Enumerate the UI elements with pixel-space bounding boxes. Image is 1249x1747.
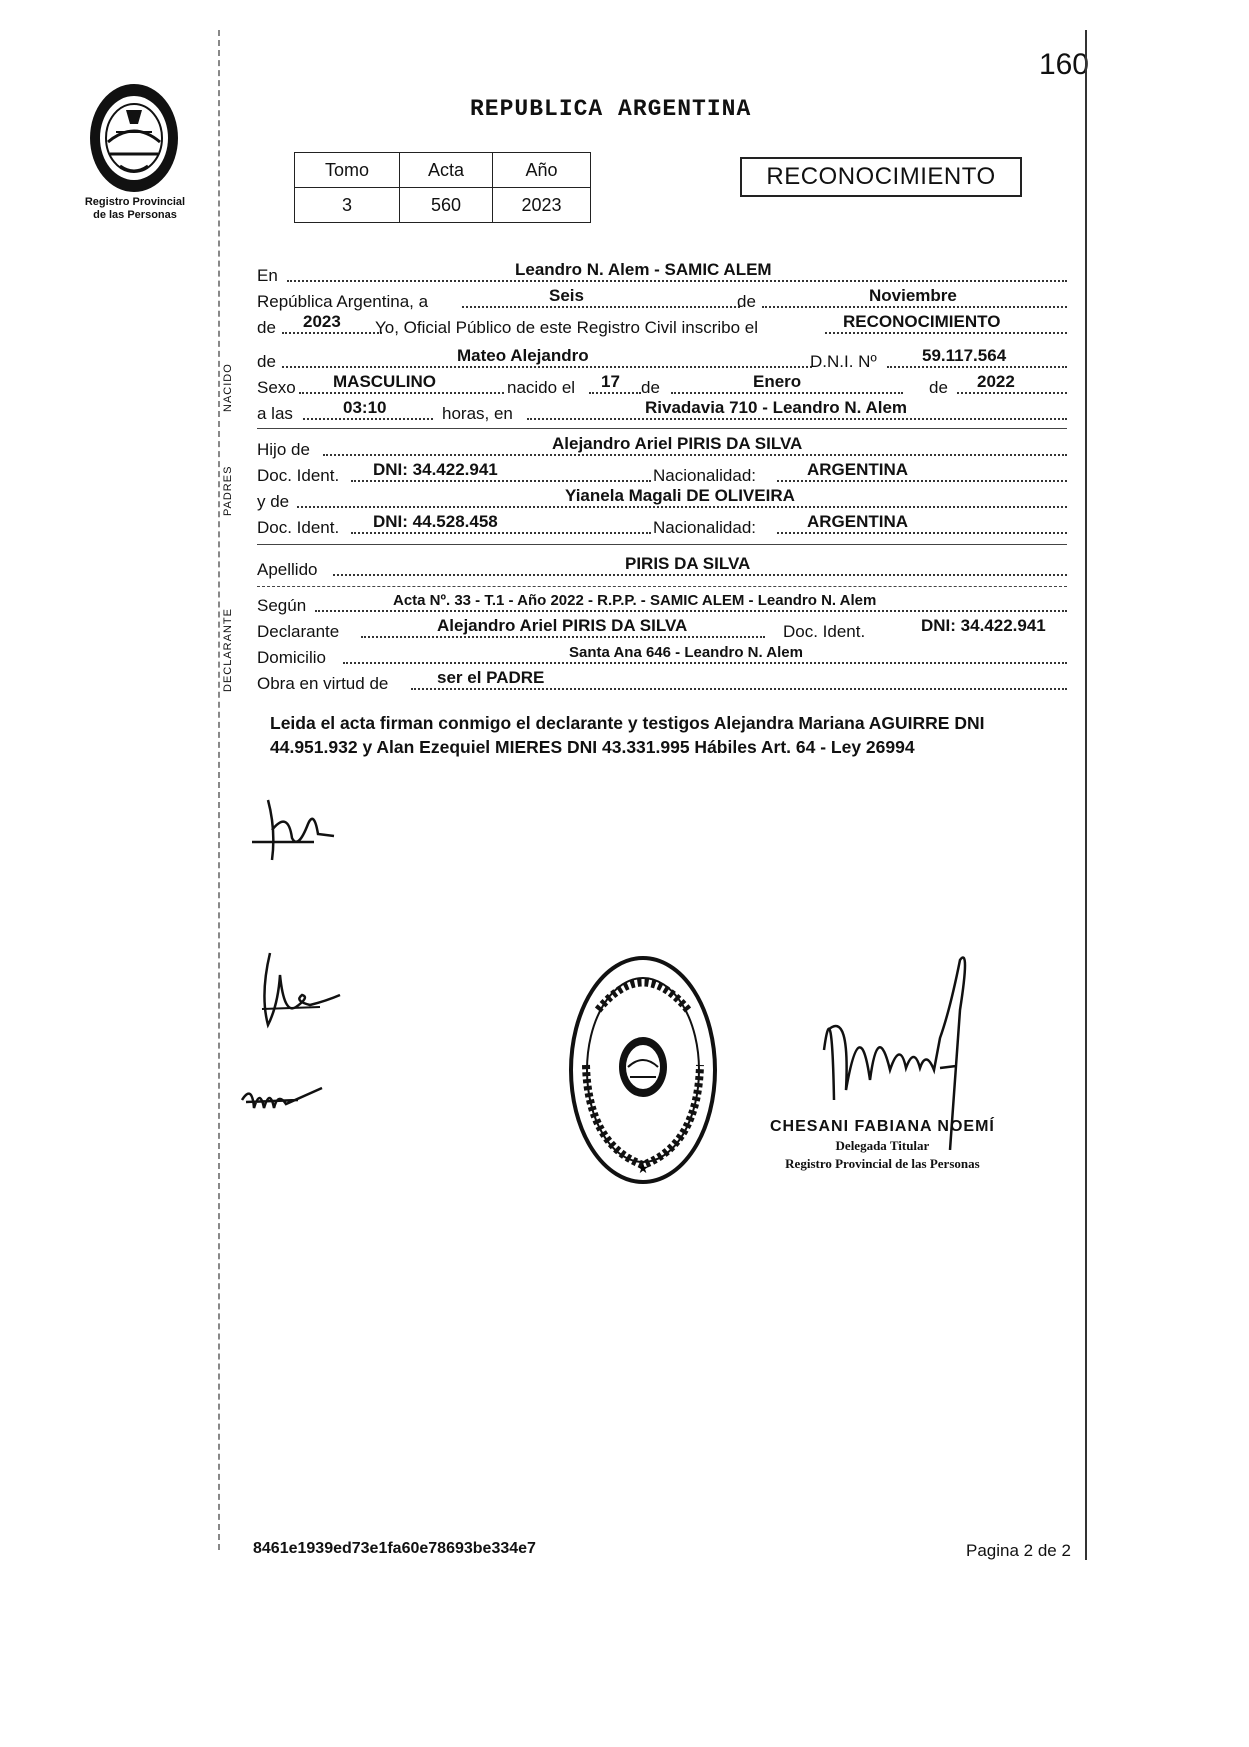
dotted-line [299,392,504,394]
label-doc-ident: Doc. Ident. [257,466,340,485]
page-number: 160 [1038,48,1089,81]
dotted-line [957,392,1067,394]
row-apellido [257,556,1067,582]
logo-caption-line-1: Registro Provincial [84,196,186,208]
document-hash: 8461e1939ed73e1fa60e78693be334e7 [253,1540,536,1557]
dotted-line [333,574,1067,576]
value-anio: 2023 [493,188,591,223]
value-apellido: PIRIS DA SILVA [625,554,751,573]
label-doc-ident-2: Doc. Ident. [257,518,340,537]
registry-header-row [295,153,591,188]
value-declarante-doc: DNI: 34.422.941 [921,616,1046,635]
dotted-line [777,480,1067,482]
dotted-line [887,366,1067,368]
value-domicilio: Santa Ana 646 - Leandro N. Alem [569,644,803,661]
dotted-line [777,532,1067,534]
svg-text:★: ★ [636,1161,650,1177]
signer-organization: Registro Provincial de las Personas [785,1156,980,1171]
value-obra: ser el PADRE [437,668,545,687]
signature-declarante [248,790,338,870]
dotted-line [315,610,1067,612]
header-tomo: Tomo [295,153,400,188]
logo-caption-line-2: de las Personas [93,209,177,221]
value-location: Leandro N. Alem - SAMIC ALEM [515,260,772,279]
left-margin-line [218,30,220,1550]
label-de-birth: de [641,378,660,397]
value-name: Mateo Alejandro [457,346,589,365]
label-oficial: Yo, Oficial Público de este Registro Civil inscribo el [375,318,758,337]
signer-role: Delegada Titular [835,1138,930,1153]
value-tomo: 3 [295,188,400,223]
row-date [257,288,1067,314]
value-place: Rivadavia 710 - Leandro N. Alem [645,398,908,417]
side-label-declarante: DECLARANTE [222,608,234,692]
act-type-box: RECONOCIMIENTO [740,157,1022,197]
value-mother: Yianela Magali DE OLIVEIRA [565,486,795,505]
label-hijo: Hijo de [257,440,310,459]
label-apellido: Apellido [257,560,318,579]
dotted-line [762,306,1067,308]
value-day: Seis [549,286,584,305]
row-domicilio [257,644,1067,670]
row-father [257,436,1067,462]
country-title: REPUBLICA ARGENTINA [470,96,752,122]
value-father-doc: DNI: 34.422.941 [373,460,498,479]
value-acta: 560 [400,188,493,223]
dotted-line [351,532,651,534]
dotted-line [671,392,903,394]
label-obra: Obra en virtud de [257,674,389,693]
label-segun: Según [257,596,307,615]
logo-caption [60,196,210,222]
value-dni: 59.117.564 [922,346,1007,365]
label-sexo: Sexo [257,378,296,397]
registry-value-row [295,188,591,223]
row-declarante [257,618,1067,644]
header-acta: Acta [400,153,493,188]
dotted-line [351,480,651,482]
label-de: de [737,292,756,311]
dotted-line [462,306,740,308]
label-doc-ident-3: Doc. Ident. [783,622,866,641]
label-horas: horas, en [442,404,513,423]
side-label-nacido: NACIDO [222,363,234,412]
row-mother-doc [257,514,1067,540]
value-birth-year: 2022 [977,372,1015,391]
registry-table [294,152,591,223]
value-mother-nationality: ARGENTINA [807,512,909,531]
dotted-line [297,506,1067,508]
dotted-line [282,366,812,368]
dotted-line [361,636,765,638]
value-month: Noviembre [869,286,957,305]
dotted-line [343,662,1067,664]
dotted-line [411,688,1067,690]
section-separator [257,544,1067,545]
label-de-year: de [257,318,276,337]
row-en [257,262,1067,288]
label-alas: a las [257,404,293,423]
row-father-doc [257,462,1067,488]
signer-name: CHESANI FABIANA NOEMÍ [770,1118,995,1135]
value-father-nationality: ARGENTINA [807,460,909,479]
dotted-line [323,454,1067,456]
page-indicator: Pagina 2 de 2 [966,1541,1071,1560]
dotted-line [527,418,1067,420]
label-republica: República Argentina, a [257,292,429,311]
label-domicilio: Domicilio [257,648,326,667]
section-separator [257,428,1067,429]
signature-witness-2 [238,1080,328,1120]
side-label-padres: PADRES [222,465,234,516]
dotted-line [589,392,641,394]
label-nacionalidad-2: Nacionalidad: [653,518,757,537]
row-mother [257,488,1067,514]
label-en: En [257,266,278,285]
value-time: 03:10 [343,398,387,417]
value-mother-doc: DNI: 44.528.458 [373,512,498,531]
dotted-line [282,332,382,334]
value-inscribe: RECONOCIMIENTO [843,312,1001,331]
dotted-line [303,418,433,420]
row-obra [257,670,1067,696]
official-seal [568,955,718,1185]
value-declarante: Alejandro Ariel PIRIS DA SILVA [437,616,688,635]
value-segun: Acta Nº. 33 - T.1 - Año 2022 - R.P.P. - SAMIC ALEM - Leandro N. Alem [393,592,877,609]
row-year [257,314,1067,340]
label-declarante: Declarante [257,622,340,641]
signature-witness-1 [250,945,350,1035]
row-sexo [257,374,1067,400]
value-father: Alejandro Ariel PIRIS DA SILVA [552,434,803,453]
label-nacido: nacido el [507,378,576,397]
value-year: 2023 [303,312,341,331]
section-separator [257,586,1067,587]
label-dni: D.N.I. Nº [810,352,877,371]
signer-block [770,1118,995,1172]
row-segun [257,592,1067,618]
witness-note: Leida el acta firman conmigo el declarante y testigos Alejandra Mariana AGUIRRE DNI 44.951.932 y Alan Ezequiel MIERES DNI 43.331.995 Hábiles Art. 64 - Ley 26994 [270,713,985,757]
label-de-birth-year: de [929,378,948,397]
label-de-name: de [257,352,276,371]
provincial-emblem-logo [86,80,182,196]
header-anio: Año [493,153,591,188]
row-name [257,348,1067,374]
value-sexo: MASCULINO [333,372,436,391]
label-nacionalidad: Nacionalidad: [653,466,757,485]
right-margin-line [1085,30,1087,1560]
row-time [257,400,1067,426]
dotted-line [287,280,1067,282]
value-birth-month: Enero [753,372,802,391]
dotted-line [825,332,1067,334]
value-birth-day: 17 [601,372,620,391]
label-yde: y de [257,492,290,511]
